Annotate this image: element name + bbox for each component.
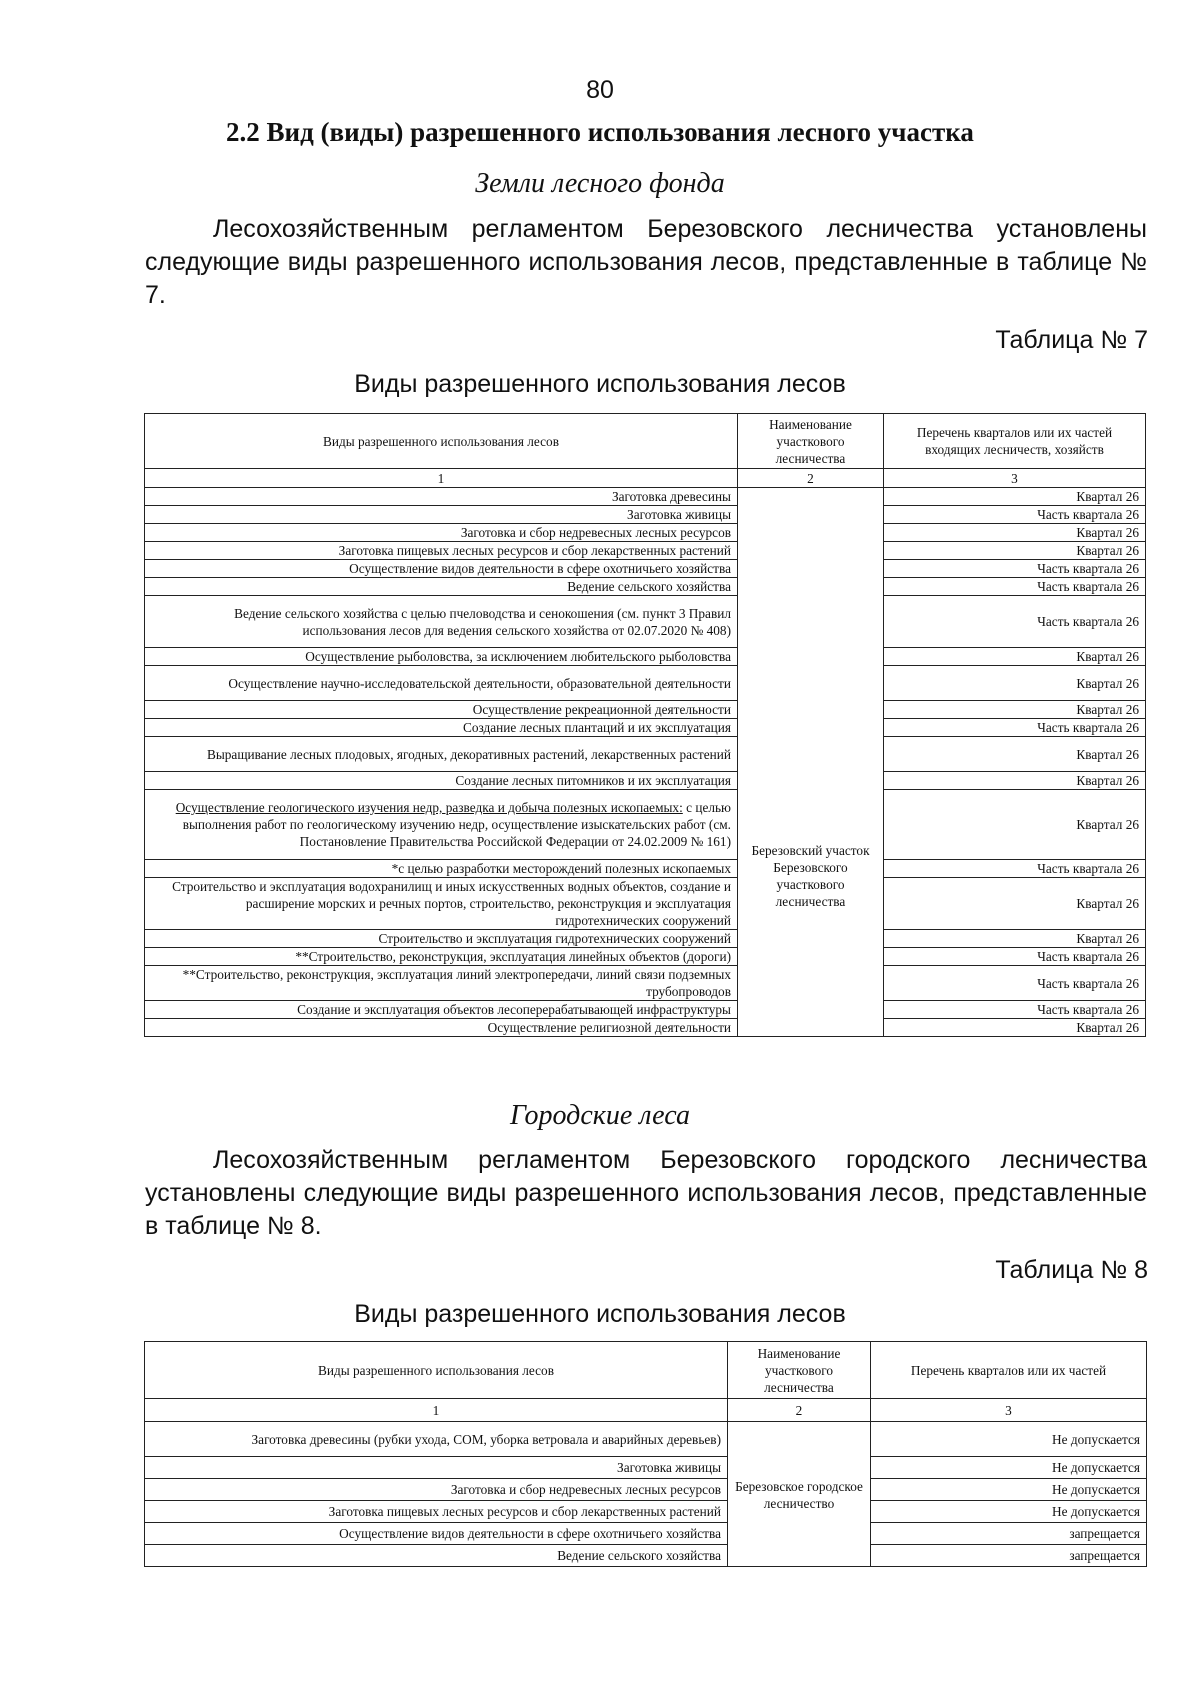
- table7-quarters-cell: Часть квартала 26: [884, 578, 1146, 596]
- table8-label: Таблица № 8: [995, 1256, 1148, 1284]
- table7-quarters-cell: Часть квартала 26: [884, 560, 1146, 578]
- table7-use-underlined: Осуществление геологического изучения недр, разведка и добыча полезных ископаемых:: [175, 800, 683, 815]
- table8-header-quarters: Перечень кварталов или их частей: [871, 1342, 1147, 1399]
- table7-use-text: Ведение сельского хозяйства с целью пчеловодства и сенокошения (см. пункт 3 Правил использования лесов для ведения сельского хозяйства от 02.07.2020 № 408): [234, 605, 731, 638]
- table7-use-cell: [145, 666, 738, 701]
- table7-row: [145, 860, 1146, 878]
- table7-header-quarters: Перечень кварталов или их частей входящих лесничеств, хозяйств: [884, 414, 1146, 469]
- table7-row: [145, 488, 1146, 506]
- table8-quarters-cell: Не допускается: [871, 1422, 1147, 1457]
- table8-use-cell: [145, 1545, 728, 1567]
- table7-quarters-cell: Квартал 26: [884, 524, 1146, 542]
- table7-use-cell: [145, 966, 738, 1001]
- table8-quarters-cell: запрещается: [871, 1545, 1147, 1567]
- table8-quarters-cell: Не допускается: [871, 1457, 1147, 1479]
- table8-use-text: Осуществление видов деятельности в сфере охотничьего хозяйства: [339, 1526, 721, 1541]
- table8-caption: Виды разрешенного использования лесов: [354, 1300, 846, 1328]
- table8-colnum-row: [145, 1399, 1147, 1422]
- table7-quarters-cell: Квартал 26: [884, 1019, 1146, 1037]
- table7-use-text: *с целью разработки месторождений полезных ископаемых: [391, 861, 731, 876]
- table7-use-cell: [145, 790, 738, 860]
- table7-use-cell: [145, 948, 738, 966]
- table8-row: [145, 1523, 1147, 1545]
- table8-header-row: [145, 1342, 1147, 1399]
- table7-row: [145, 1019, 1146, 1037]
- table7-use-cell: [145, 1001, 738, 1019]
- table8-use-text: Заготовка и сбор недревесных лесных ресурсов: [450, 1482, 721, 1497]
- table7-quarters-cell: Часть квартала 26: [884, 860, 1146, 878]
- table7-row: [145, 790, 1146, 860]
- table7-quarters-cell: Квартал 26: [884, 488, 1146, 506]
- table7-use-text: Создание лесных питомников и их эксплуатация: [455, 773, 731, 788]
- table7-use-text: Создание лесных плантаций и их эксплуатация: [462, 720, 731, 735]
- table8-colnum-1: 1: [145, 1399, 728, 1422]
- table7-quarters-cell: Часть квартала 26: [884, 966, 1146, 1001]
- table7-use-cell: [145, 1019, 738, 1037]
- table7-use-text: Осуществление рекреационной деятельности: [472, 702, 731, 717]
- table7-label: Таблица № 7: [995, 326, 1148, 354]
- table7-use-cell: [145, 772, 738, 790]
- table7-use-cell: [145, 719, 738, 737]
- table7-row: [145, 560, 1146, 578]
- table7-quarters-cell: Часть квартала 26: [884, 1001, 1146, 1019]
- table7-row: [145, 506, 1146, 524]
- table7-use-cell: [145, 542, 738, 560]
- table7-row: [145, 1001, 1146, 1019]
- table7-row: [145, 737, 1146, 772]
- table8-colnum-2: 2: [728, 1399, 871, 1422]
- table7-use-text: Заготовка и сбор недревесных лесных ресурсов: [460, 525, 731, 540]
- table7-use-text: Ведение сельского хозяйства: [567, 579, 731, 594]
- table7-use-text: Создание и эксплуатация объектов лесоперерабатывающей инфраструктуры: [297, 1002, 731, 1017]
- table7-row: [145, 930, 1146, 948]
- table8-use-cell: [145, 1501, 728, 1523]
- table7-row: [145, 701, 1146, 719]
- section-title: 2.2 Вид (виды) разрешенного использования лесного участка: [226, 117, 974, 147]
- table7-use-text: Заготовка древесины: [611, 489, 731, 504]
- table7-row: [145, 666, 1146, 701]
- table8-header-forestry: Наименование участкового лесничества: [728, 1342, 871, 1399]
- table7-use-text: Осуществление научно-исследовательской деятельности, образовательной деятельности: [228, 675, 731, 691]
- table7-use-text: Осуществление видов деятельности в сфере охотничьего хозяйства: [349, 561, 731, 576]
- table7-quarters-cell: Квартал 26: [884, 878, 1146, 930]
- table7-use-text: **Строительство, реконструкция, эксплуатация линий электропередачи, линий связи подземных трубопроводов: [182, 967, 731, 999]
- table7-use-text: Строительство и эксплуатация водохранилищ и иных искусственных водных объектов, создание и расширение морских и речных портов, строительство, реконструкция и эксплуатация гидротехнических сооружений: [172, 879, 731, 928]
- table8-use-cell: [145, 1422, 728, 1457]
- table7-use-cell: [145, 488, 738, 506]
- table7-row: [145, 966, 1146, 1001]
- table8-use-text: Ведение сельского хозяйства: [557, 1548, 721, 1563]
- table7-header-use: Виды разрешенного использования лесов: [145, 414, 738, 469]
- table8-use-cell: [145, 1523, 728, 1545]
- table7-use-cell: [145, 524, 738, 542]
- table7-use-cell: [145, 701, 738, 719]
- table7-use-cell: [145, 878, 738, 930]
- table7-use-cell: [145, 648, 738, 666]
- table7-quarters-cell: Квартал 26: [884, 542, 1146, 560]
- table7-use-cell: [145, 578, 738, 596]
- table7-row: [145, 948, 1146, 966]
- table7-header-forestry: Наименование участкового лесничества: [738, 414, 884, 469]
- table7-quarters-cell: Квартал 26: [884, 737, 1146, 772]
- table7-use-text: Осуществление рыболовства, за исключением любительского рыболовства: [305, 649, 731, 664]
- table7-row: [145, 578, 1146, 596]
- table7-row: [145, 542, 1146, 560]
- table8-row: [145, 1479, 1147, 1501]
- page-number: 80: [586, 76, 614, 104]
- table8-use-text: Заготовка древесины (рубки ухода, СОМ, уборка ветровала и аварийных деревьев): [251, 1431, 721, 1447]
- table8-row: [145, 1501, 1147, 1523]
- table8-quarters-cell: запрещается: [871, 1523, 1147, 1545]
- table7-use-text: Осуществление религиозной деятельности: [487, 1020, 731, 1035]
- table7-quarters-cell: Квартал 26: [884, 930, 1146, 948]
- subsection-title-forest-fund: Земли лесного фонда: [475, 168, 725, 199]
- table7-use-cell: [145, 930, 738, 948]
- table7-use-text: Выращивание лесных плодовых, ягодных, декоративных растений, лекарственных растений: [206, 746, 731, 762]
- table7-colnum-1: 1: [145, 469, 738, 488]
- table7-quarters-cell: Часть квартала 26: [884, 948, 1146, 966]
- table8-use-text: Заготовка живицы: [617, 1460, 721, 1475]
- table7-caption: Виды разрешенного использования лесов: [354, 370, 846, 398]
- table7: [144, 413, 1146, 1037]
- table7-row: [145, 596, 1146, 648]
- table7-row: [145, 524, 1146, 542]
- table7-quarters-cell: Часть квартала 26: [884, 596, 1146, 648]
- table7-use-cell: [145, 860, 738, 878]
- table7-colnum-2: 2: [738, 469, 884, 488]
- table7-forestry-cell: Березовский участок Березовского участкового лесничества: [738, 488, 884, 1037]
- table8-row: [145, 1422, 1147, 1457]
- table7-quarters-cell: Квартал 26: [884, 666, 1146, 701]
- table7-quarters-cell: Часть квартала 26: [884, 506, 1146, 524]
- table7-row: [145, 878, 1146, 930]
- table7-quarters-cell: Часть квартала 26: [884, 719, 1146, 737]
- table7-row: [145, 719, 1146, 737]
- table7-quarters-cell: Квартал 26: [884, 772, 1146, 790]
- table8: [144, 1341, 1147, 1567]
- table7-use-cell: [145, 506, 738, 524]
- table7-quarters-cell: Квартал 26: [884, 790, 1146, 860]
- paragraph-urban-forests: Лесохозяйственным регламентом Березовского городского лесничества установлены следующие виды разрешенного использования лесов, представленные в таблице № 8.: [145, 1146, 1147, 1240]
- table7-use-text: с целью выполнения работ по геологическому изучению недр, осуществление изыскательских работ (см. Постановление Правительства Российской Федерации от 24.02.2009 № 161): [182, 800, 731, 849]
- table7-row: [145, 648, 1146, 666]
- table8-forestry-cell: Березовское городское лесничество: [728, 1422, 871, 1567]
- table7-row: [145, 772, 1146, 790]
- table8-row: [145, 1545, 1147, 1567]
- table7-use-text: Заготовка пищевых лесных ресурсов и сбор лекарственных растений: [338, 543, 731, 558]
- table8-use-cell: [145, 1457, 728, 1479]
- table8-quarters-cell: Не допускается: [871, 1479, 1147, 1501]
- table7-quarters-cell: Квартал 26: [884, 701, 1146, 719]
- table7-use-cell: [145, 737, 738, 772]
- table7-colnum-3: 3: [884, 469, 1146, 488]
- table7-use-text: **Строительство, реконструкция, эксплуатация линейных объектов (дороги): [295, 949, 731, 964]
- table7-use-text: Строительство и эксплуатация гидротехнических сооружений: [378, 931, 731, 946]
- subsection-title-urban-forests: Городские леса: [510, 1100, 690, 1131]
- table7-use-cell: [145, 596, 738, 648]
- paragraph-forest-fund: Лесохозяйственным регламентом Березовского лесничества установлены следующие виды разрешенного использования лесов, представленные в таблице № 7.: [145, 215, 1147, 309]
- table7-header-row: [145, 414, 1146, 469]
- table8-colnum-3: 3: [871, 1399, 1147, 1422]
- table8-header-use: Виды разрешенного использования лесов: [145, 1342, 728, 1399]
- table8-row: [145, 1457, 1147, 1479]
- table7-colnum-row: [145, 469, 1146, 488]
- table7-use-cell: [145, 560, 738, 578]
- table7-use-text: Заготовка живицы: [627, 507, 731, 522]
- table8-use-text: Заготовка пищевых лесных ресурсов и сбор лекарственных растений: [328, 1504, 721, 1519]
- table7-quarters-cell: Квартал 26: [884, 648, 1146, 666]
- table8-use-cell: [145, 1479, 728, 1501]
- table8-quarters-cell: Не допускается: [871, 1501, 1147, 1523]
